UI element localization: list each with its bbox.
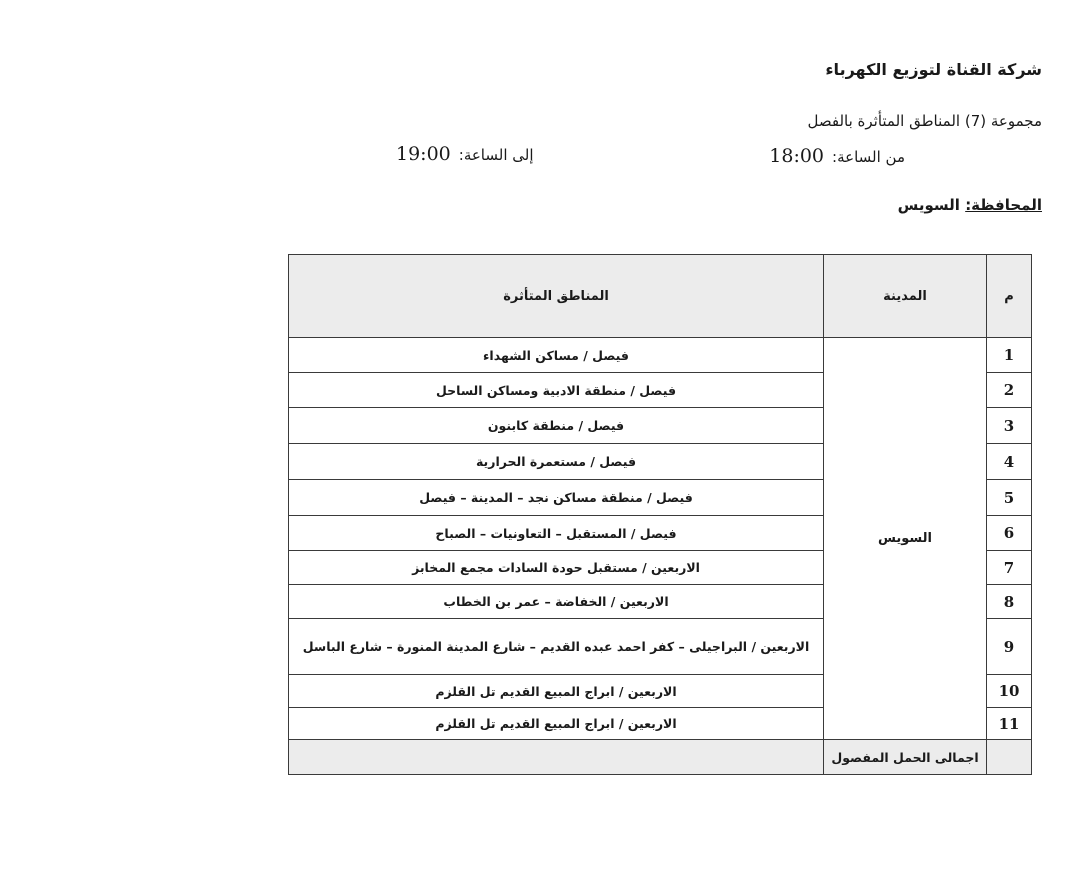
row-num: 7 — [987, 551, 1032, 585]
row-area: فيصل / مستعمرة الحرارية — [289, 444, 824, 480]
city-cell: السويس — [824, 338, 987, 740]
total-load-value — [289, 740, 824, 775]
row-num: 10 — [987, 675, 1032, 708]
group-title: مجموعة (7) المناطق المتأثرة بالفصل — [807, 112, 1042, 130]
row-num: 6 — [987, 516, 1032, 551]
header-city: المدينة — [824, 255, 987, 338]
row-area: فيصل / منطقة الادبية ومساكن الساحل — [289, 373, 824, 408]
row-num: 1 — [987, 338, 1032, 373]
row-area: فيصل / منطقة مساكن نجد – المدينة – فيصل — [289, 480, 824, 516]
table-header — [289, 255, 1032, 338]
row-num: 8 — [987, 585, 1032, 619]
row-area: فيصل / منطقة كابنون — [289, 408, 824, 444]
table-footer — [289, 740, 1032, 775]
header-num: م — [987, 255, 1032, 338]
company-name: شركة القناة لتوزيع الكهرباء — [825, 60, 1042, 79]
governorate-value: السويس — [897, 196, 960, 214]
row-num: 11 — [987, 708, 1032, 740]
from-label: من الساعة: — [832, 148, 905, 166]
row-num: 9 — [987, 619, 1032, 675]
row-area: فيصل / المستقبل – التعاونيات – الصباح — [289, 516, 824, 551]
row-area: الاربعين / ابراج المبيع القديم تل القلزم — [289, 708, 824, 740]
row-area: فيصل / مساكن الشهداء — [289, 338, 824, 373]
row-num: 3 — [987, 408, 1032, 444]
row-area: الاربعين / البراجيلى – كفر احمد عبده القديم – شارع المدينة المنورة – شارع الباسل — [289, 619, 824, 675]
governorate — [898, 196, 1042, 214]
governorate-label: المحافظة: — [965, 196, 1042, 214]
row-area: الاربعين / ابراج المبيع القديم تل القلزم — [289, 675, 824, 708]
to-label: إلى الساعة: — [458, 146, 534, 164]
outage-table — [288, 254, 1032, 775]
table-row — [289, 338, 1032, 373]
from-time — [769, 145, 905, 167]
from-time-value: 18:00 — [769, 145, 825, 167]
to-time-value: 19:00 — [396, 143, 451, 165]
row-area: الاربعين / الخفاضة – عمر بن الخطاب — [289, 585, 824, 619]
header-areas: المناطق المتأثرة — [289, 255, 824, 338]
row-area: الاربعين / مستقبل حودة السادات مجمع المخابز — [289, 551, 824, 585]
to-time — [396, 143, 534, 165]
footer-num — [987, 740, 1032, 775]
row-num: 2 — [987, 373, 1032, 408]
row-num: 5 — [987, 480, 1032, 516]
total-load-label: اجمالى الحمل المفصول — [824, 740, 987, 775]
row-num: 4 — [987, 444, 1032, 480]
